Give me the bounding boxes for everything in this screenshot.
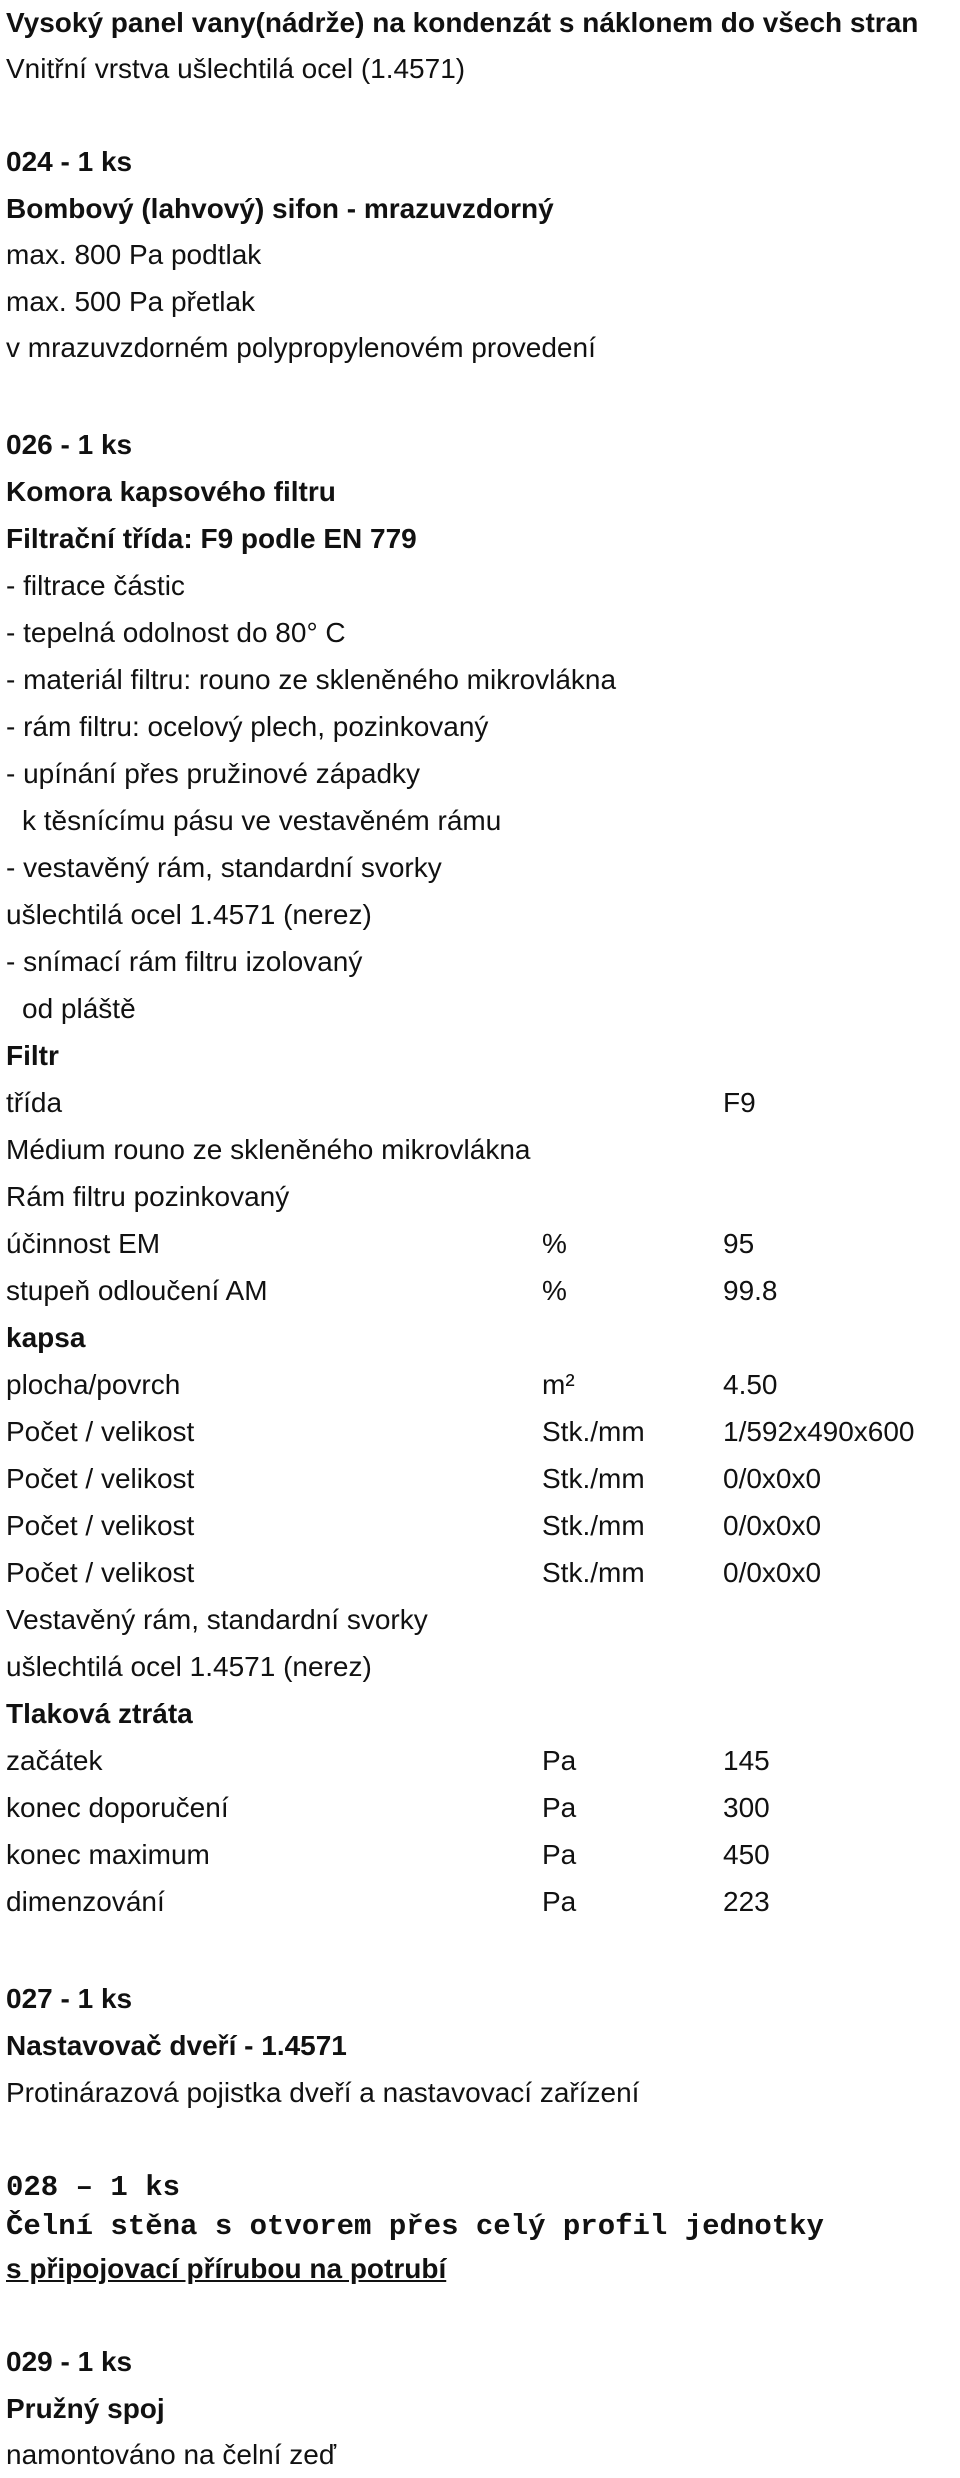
row-unit: Stk./mm: [542, 1557, 645, 1588]
row-unit: Pa: [542, 1886, 577, 1917]
row-label: Rám filtru pozinkovaný: [6, 1181, 290, 1212]
feature-line: - rám filtru: ocelový plech, pozinkovaný: [6, 711, 489, 742]
frame-line: Vestavěný rám, standardní svorky: [6, 1604, 428, 1635]
row-label: začátek: [6, 1745, 103, 1776]
row-label: dimenzování: [6, 1886, 165, 1917]
feature-line: k těsnícímu pásu ve vestavěném rámu: [22, 805, 502, 836]
item-024-line: max. 500 Pa přetlak: [6, 286, 256, 317]
row-label: konec doporučení: [6, 1792, 229, 1823]
item-024-line: v mrazuvzdorném polypropylenovém provedení: [6, 332, 596, 363]
row-value: 145: [723, 1745, 770, 1776]
row-label: Počet / velikost: [6, 1416, 195, 1447]
feature-line: - materiál filtru: rouno ze skleněného mikrovlákna: [6, 664, 617, 695]
row-value: 95: [723, 1228, 755, 1259]
item-026-number: 026 - 1 ks: [6, 429, 133, 460]
row-value: 0/0x0x0: [723, 1510, 822, 1541]
row-value: 99.8: [723, 1275, 778, 1306]
item-029-title: Pružný spoj: [6, 2393, 165, 2424]
row-unit: m²: [542, 1369, 575, 1400]
row-label: Médium rouno ze skleněného mikrovlákna: [6, 1134, 531, 1165]
header-subtitle: Vnitřní vrstva ušlechtilá ocel (1.4571): [6, 53, 466, 84]
row-unit: Stk./mm: [542, 1416, 645, 1447]
filter-heading: Filtr: [6, 1040, 59, 1071]
row-label: konec maximum: [6, 1839, 210, 1870]
row-value: 0/0x0x0: [723, 1557, 822, 1588]
item-027-description: Protinárazová pojistka dveří a nastavovací zařízení: [6, 2077, 640, 2108]
feature-line: - tepelná odolnost do 80° C: [6, 617, 346, 648]
item-029-number: 029 - 1 ks: [6, 2346, 133, 2377]
feature-line: - snímací rám filtru izolovaný: [6, 946, 363, 977]
item-027-number: 027 - 1 ks: [6, 1983, 133, 2014]
feature-line: - vestavěný rám, standardní svorky: [6, 852, 442, 883]
pressure-heading: Tlaková ztráta: [6, 1698, 193, 1729]
row-unit: Stk./mm: [542, 1510, 645, 1541]
item-024-number: 024 - 1 ks: [6, 146, 133, 177]
feature-line: od pláště: [22, 993, 136, 1024]
row-label: Počet / velikost: [6, 1510, 195, 1541]
row-unit: Pa: [542, 1792, 577, 1823]
feature-line: - filtrace částic: [6, 570, 185, 601]
item-024-line: max. 800 Pa podtlak: [6, 239, 262, 270]
row-value: 450: [723, 1839, 770, 1870]
row-label: stupeň odloučení AM: [6, 1275, 268, 1306]
row-label: účinnost EM: [6, 1228, 161, 1259]
frame-line: ušlechtilá ocel 1.4571 (nerez): [6, 1651, 372, 1682]
row-label: plocha/povrch: [6, 1369, 181, 1400]
item-029-description: namontováno na čelní zeď: [6, 2439, 337, 2470]
item-026-filter-class: Filtrační třída: F9 podle EN 779: [6, 523, 417, 554]
row-value: 0/0x0x0: [723, 1463, 822, 1494]
feature-line: - upínání přes pružinové západky: [6, 758, 421, 789]
item-024-title: Bombový (lahvový) sifon - mrazuvzdorný: [6, 193, 554, 224]
row-unit: %: [542, 1275, 567, 1306]
row-value: F9: [723, 1087, 756, 1118]
row-value: 223: [723, 1886, 770, 1917]
item-028-title: Čelní stěna s otvorem přes celý profil jednotky: [6, 2210, 824, 2243]
row-value: 4.50: [723, 1369, 778, 1400]
row-value: 1/592x490x600: [723, 1416, 915, 1447]
row-unit: %: [542, 1228, 567, 1259]
header-title: Vysoký panel vany(nádrže) na kondenzát s náklonem do všech stran: [6, 7, 919, 38]
row-unit: Stk./mm: [542, 1463, 645, 1494]
row-label: Počet / velikost: [6, 1557, 195, 1588]
row-label: Počet / velikost: [6, 1463, 195, 1494]
item-028-number: 028 – 1 ks: [6, 2171, 181, 2204]
row-unit: Pa: [542, 1839, 577, 1870]
row-value: 300: [723, 1792, 770, 1823]
feature-line: ušlechtilá ocel 1.4571 (nerez): [6, 899, 372, 930]
kapsa-heading: kapsa: [6, 1322, 86, 1353]
item-027-title: Nastavovač dveří - 1.4571: [6, 2030, 347, 2061]
item-028-subtitle: s připojovací přírubou na potrubí: [6, 2253, 447, 2284]
row-unit: Pa: [542, 1745, 577, 1776]
row-label: třída: [6, 1087, 63, 1118]
item-026-title: Komora kapsového filtru: [6, 476, 336, 507]
